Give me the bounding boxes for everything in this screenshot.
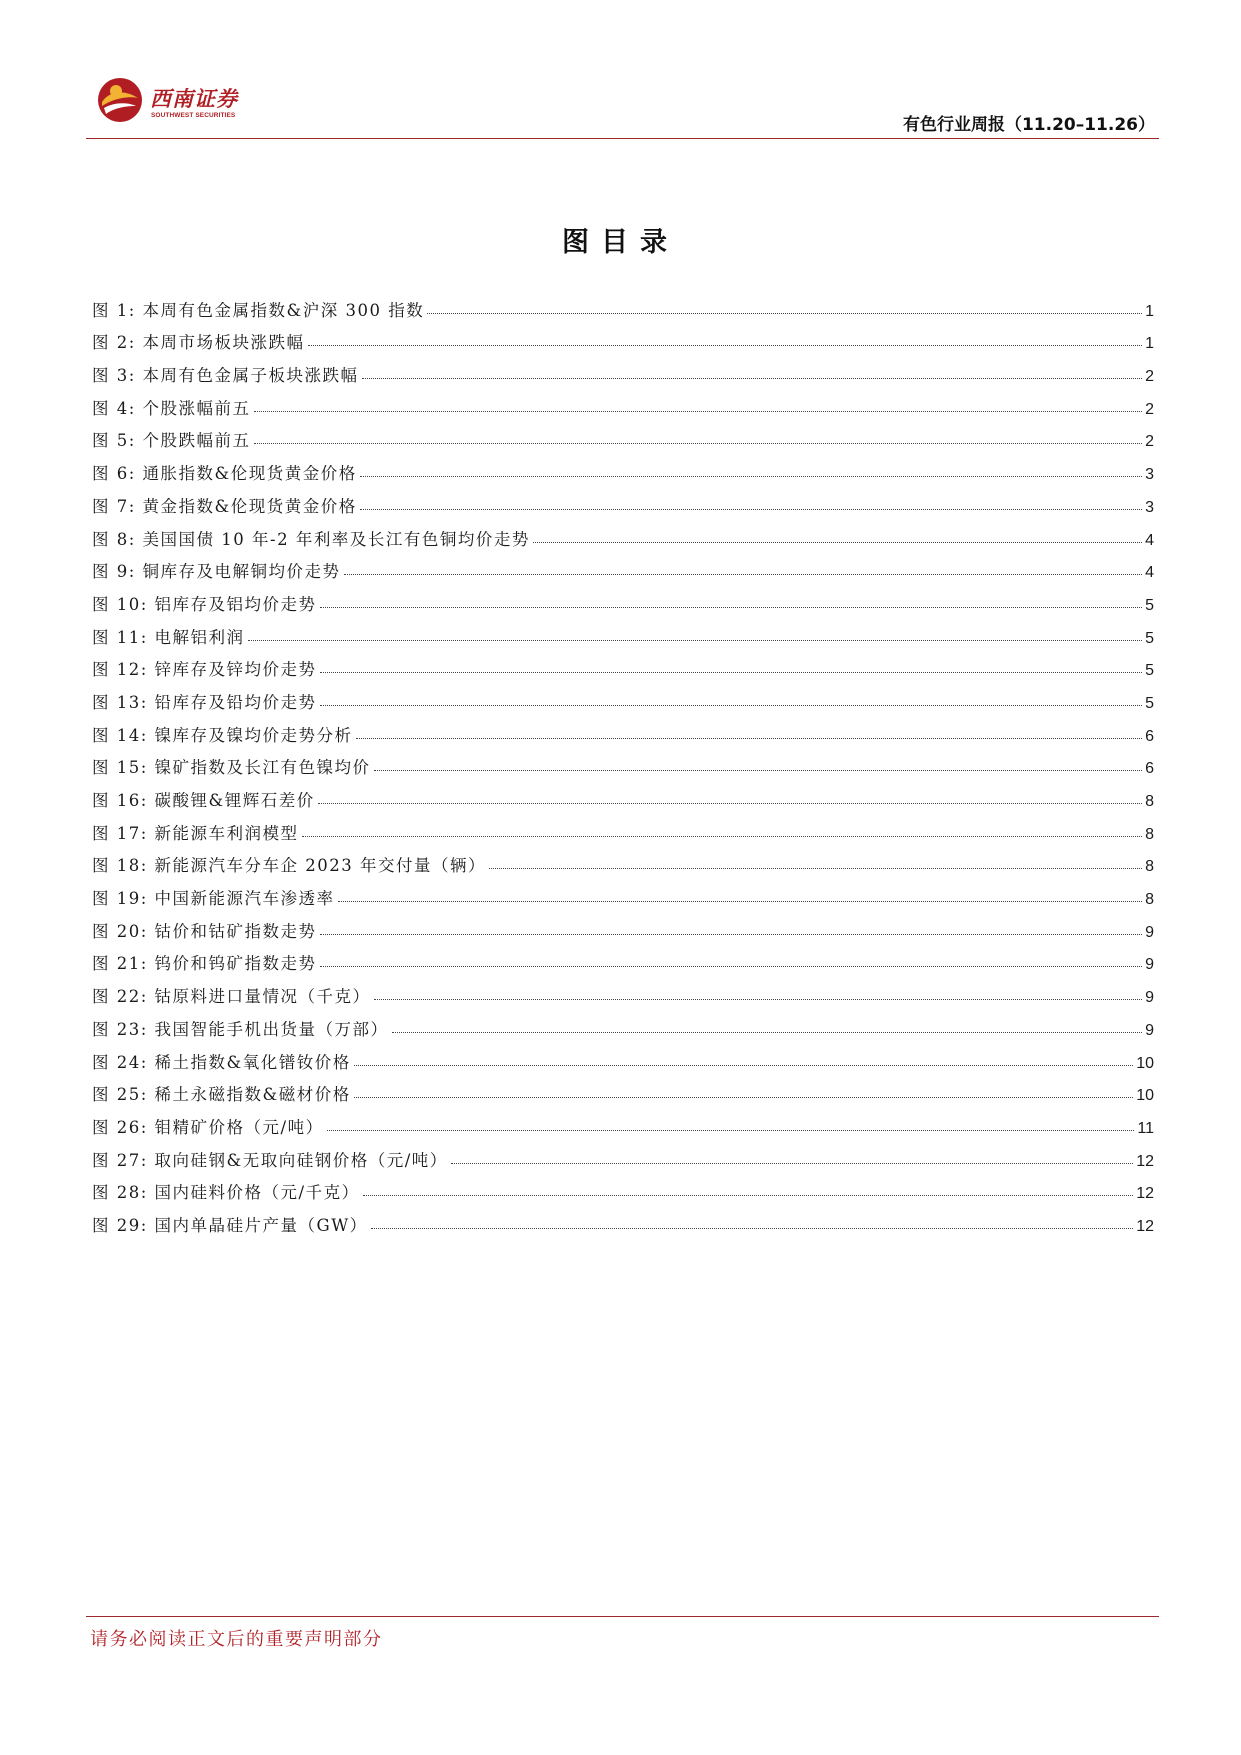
toc-entry-label[interactable]: 图 6: 通胀指数&伦现货黄金价格 [92, 464, 357, 484]
toc-dot-leader [318, 803, 1142, 804]
toc-entry-page-number[interactable]: 8 [1145, 825, 1154, 843]
toc-entry-label[interactable]: 图 29: 国内单晶硅片产量（GW） [92, 1215, 368, 1235]
toc-entry-label[interactable]: 图 11: 电解铝利润 [92, 627, 245, 647]
footer-disclaimer: 请务必阅读正文后的重要声明部分 [90, 1629, 383, 1650]
toc-dot-leader [320, 607, 1143, 608]
toc-entry-label[interactable]: 图 25: 稀土永磁指数&磁材价格 [92, 1085, 351, 1105]
toc-dot-leader [427, 313, 1142, 314]
toc-dot-leader [362, 378, 1143, 379]
toc-entry-page-number[interactable]: 8 [1145, 891, 1154, 909]
toc-dot-leader [371, 1228, 1134, 1229]
toc-entry-page-number[interactable]: 4 [1145, 531, 1154, 549]
toc-entry[interactable] [92, 1138, 1154, 1171]
toc-entry[interactable] [92, 648, 1154, 681]
toc-entry[interactable] [92, 680, 1154, 713]
toc-entry-label[interactable]: 图 8: 美国国债 10 年-2 年利率及长江有色铜均价走势 [92, 529, 530, 549]
toc-entry[interactable] [92, 353, 1154, 386]
toc-entry-page-number[interactable]: 5 [1145, 694, 1154, 712]
toc-entry-label[interactable]: 图 24: 稀土指数&氧化镨钕价格 [92, 1052, 351, 1072]
toc-entry[interactable] [92, 811, 1154, 844]
toc-entry-page-number[interactable]: 8 [1145, 858, 1154, 876]
toc-entry-label[interactable]: 图 10: 铝库存及铝均价走势 [92, 594, 317, 614]
toc-entry-page-number[interactable]: 10 [1136, 1087, 1154, 1105]
toc-dot-leader [354, 1065, 1133, 1066]
toc-entry[interactable] [92, 778, 1154, 811]
toc-entry[interactable] [92, 288, 1154, 321]
toc-dot-leader [374, 999, 1143, 1000]
toc-entry[interactable] [92, 582, 1154, 615]
toc-entry[interactable] [92, 517, 1154, 550]
toc-dot-leader [308, 345, 1143, 346]
toc-entry[interactable] [92, 1171, 1154, 1204]
toc-entry[interactable] [92, 1073, 1154, 1106]
toc-entry[interactable] [92, 1007, 1154, 1040]
toc-entry[interactable] [92, 386, 1154, 419]
toc-entry-page-number[interactable]: 12 [1136, 1217, 1154, 1235]
toc-dot-leader [320, 934, 1143, 935]
toc-entry-label[interactable]: 图 21: 钨价和钨矿指数走势 [92, 954, 317, 974]
toc-entry[interactable] [92, 1105, 1154, 1138]
toc-entry-label[interactable]: 图 12: 锌库存及锌均价走势 [92, 660, 317, 680]
logo-emblem-icon [96, 76, 144, 124]
toc-entry-page-number[interactable]: 9 [1145, 1021, 1154, 1039]
toc-entry[interactable] [92, 942, 1154, 975]
toc-entry-label[interactable]: 图 4: 个股涨幅前五 [92, 398, 251, 418]
toc-entry-page-number[interactable]: 10 [1136, 1054, 1154, 1072]
toc-entry-label[interactable]: 图 1: 本周有色金属指数&沪深 300 指数 [92, 300, 425, 320]
toc-entry[interactable] [92, 419, 1154, 452]
page-title: 图目录 [562, 227, 679, 258]
toc-entry-page-number[interactable]: 1 [1145, 302, 1154, 320]
toc-entry-label[interactable]: 图 20: 钴价和钴矿指数走势 [92, 921, 317, 941]
toc-entry-page-number[interactable]: 2 [1145, 433, 1154, 451]
toc-dot-leader [302, 836, 1143, 837]
page-header [86, 70, 1159, 138]
toc-entry-label[interactable]: 图 15: 镍矿指数及长江有色镍均价 [92, 758, 371, 778]
toc-entry-page-number[interactable]: 6 [1145, 727, 1154, 745]
toc-entry-page-number[interactable]: 2 [1145, 400, 1154, 418]
toc-entry-label[interactable]: 图 28: 国内硅料价格（元/千克） [92, 1183, 360, 1203]
toc-entry-label[interactable]: 图 26: 钼精矿价格（元/吨） [92, 1117, 324, 1137]
toc-entry-label[interactable]: 图 27: 取向硅钢&无取向硅钢价格（元/吨） [92, 1150, 448, 1170]
toc-entry-label[interactable]: 图 16: 碳酸锂&锂辉石差价 [92, 791, 315, 810]
toc-entry-page-number[interactable]: 3 [1145, 466, 1154, 484]
toc-entry-page-number[interactable]: 9 [1145, 989, 1154, 1007]
figure-table-of-contents [92, 288, 1154, 1236]
footer-divider [86, 1616, 1159, 1617]
toc-dot-leader [356, 738, 1143, 739]
toc-dot-leader [360, 476, 1142, 477]
toc-dot-leader [254, 411, 1143, 412]
toc-entry-label[interactable]: 图 9: 铜库存及电解铜均价走势 [92, 562, 341, 582]
toc-entry-page-number[interactable]: 4 [1145, 564, 1154, 582]
toc-entry-label[interactable]: 图 5: 个股跌幅前五 [92, 431, 251, 451]
toc-entry-label[interactable]: 图 17: 新能源车利润模型 [92, 823, 299, 843]
toc-entry-label[interactable]: 图 18: 新能源汽车分车企 2023 年交付量（辆） [92, 856, 487, 876]
toc-entry-page-number[interactable]: 5 [1145, 596, 1154, 614]
toc-dot-leader [363, 1195, 1134, 1196]
toc-entry[interactable] [92, 1040, 1154, 1073]
report-title: 有色行业周报（11.20–11.26） [902, 115, 1155, 135]
toc-dot-leader [374, 770, 1143, 771]
logo-english-name: SOUTHWEST SECURITIES [151, 112, 236, 119]
toc-entry-label[interactable]: 图 23: 我国智能手机出货量（万部） [92, 1019, 389, 1039]
toc-entry[interactable] [92, 451, 1154, 484]
toc-entry-page-number[interactable]: 9 [1145, 956, 1154, 974]
header-divider [86, 138, 1159, 139]
toc-dot-leader [392, 1032, 1143, 1033]
toc-dot-leader [354, 1097, 1133, 1098]
toc-dot-leader [489, 868, 1142, 869]
toc-dot-leader [533, 542, 1142, 543]
toc-entry[interactable] [92, 615, 1154, 648]
toc-entry[interactable] [92, 484, 1154, 517]
toc-entry-page-number[interactable]: 12 [1136, 1185, 1154, 1203]
toc-dot-leader [254, 443, 1143, 444]
toc-dot-leader [248, 640, 1143, 641]
toc-entry-page-number[interactable]: 1 [1145, 335, 1154, 353]
toc-entry-page-number[interactable]: 11 [1137, 1119, 1154, 1137]
toc-dot-leader [327, 1130, 1135, 1131]
toc-entry[interactable] [92, 974, 1154, 1007]
toc-entry[interactable] [92, 550, 1154, 583]
toc-entry[interactable] [92, 876, 1154, 909]
toc-dot-leader [360, 509, 1142, 510]
toc-entry[interactable] [92, 321, 1154, 354]
toc-entry[interactable] [92, 1203, 1154, 1236]
toc-entry-label[interactable]: 图 2: 本周市场板块涨跌幅 [92, 333, 305, 353]
toc-dot-leader [344, 574, 1143, 575]
toc-entry-label[interactable]: 图 22: 钴原料进口量情况（千克） [92, 987, 371, 1007]
toc-entry[interactable] [92, 713, 1154, 746]
toc-entry-page-number[interactable]: 12 [1136, 1152, 1154, 1170]
toc-entry-label[interactable]: 图 14: 镍库存及镍均价走势分析 [92, 725, 353, 745]
toc-entry-label[interactable]: 图 3: 本周有色金属子板块涨跌幅 [92, 366, 359, 386]
toc-dot-leader [320, 672, 1143, 673]
toc-entry[interactable] [92, 844, 1154, 877]
toc-entry-page-number[interactable]: 8 [1145, 793, 1154, 810]
toc-entry-page-number[interactable]: 6 [1145, 760, 1154, 778]
logo-chinese-name: 西南证券 [150, 87, 238, 111]
toc-entry-label[interactable]: 图 7: 黄金指数&伦现货黄金价格 [92, 496, 357, 516]
toc-entry-label[interactable]: 图 13: 铅库存及铅均价走势 [92, 692, 317, 712]
toc-entry-page-number[interactable]: 5 [1145, 629, 1154, 647]
toc-dot-leader [451, 1163, 1133, 1164]
toc-entry-label[interactable]: 图 19: 中国新能源汽车渗透率 [92, 889, 335, 909]
toc-entry-page-number[interactable]: 3 [1145, 498, 1154, 516]
toc-entry-page-number[interactable]: 9 [1145, 923, 1154, 941]
toc-entry[interactable] [92, 746, 1154, 779]
toc-entry[interactable] [92, 909, 1154, 942]
toc-dot-leader [338, 901, 1143, 902]
toc-dot-leader [320, 966, 1143, 967]
toc-entry-page-number[interactable]: 5 [1145, 662, 1154, 680]
toc-dot-leader [320, 705, 1143, 706]
toc-entry-page-number[interactable]: 2 [1145, 368, 1154, 386]
